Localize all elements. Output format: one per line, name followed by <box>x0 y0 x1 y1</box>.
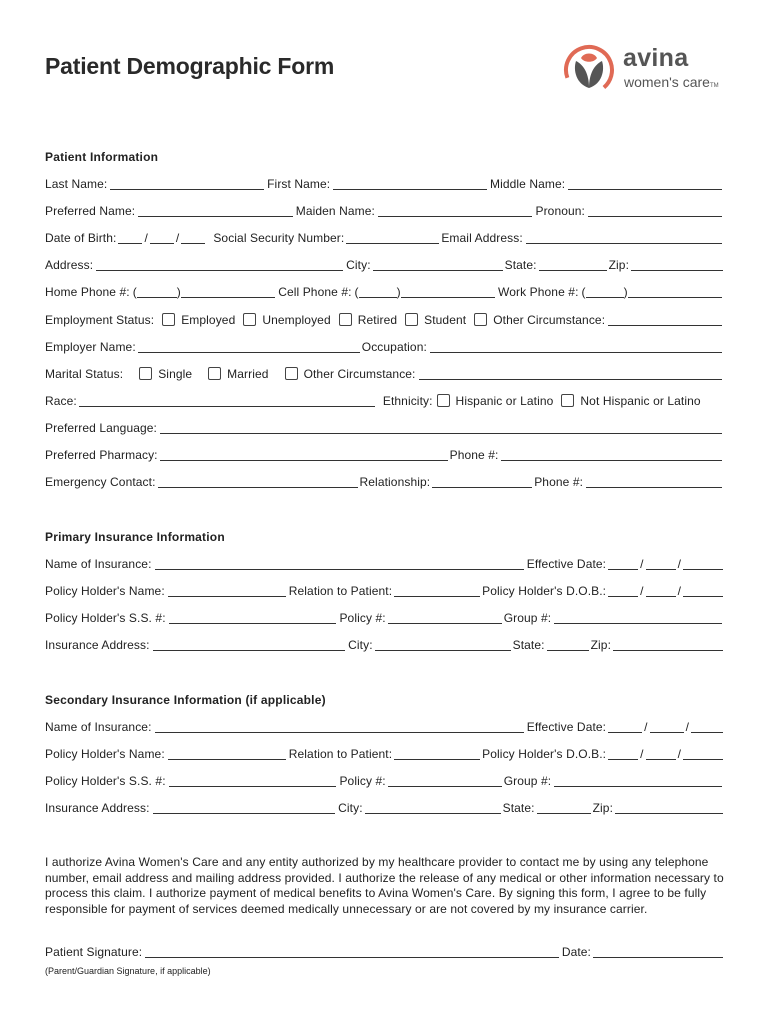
field-label: / <box>640 584 644 598</box>
field-label: Zip: <box>590 638 611 652</box>
field-label: / <box>677 747 681 761</box>
secondary-dob-month-field[interactable] <box>608 747 638 760</box>
field-label: Maiden Name: <box>295 204 375 218</box>
primary-city-field[interactable] <box>375 638 511 651</box>
field-label: First Name: <box>267 177 331 191</box>
ssn-field[interactable] <box>346 231 439 244</box>
field-label: Single <box>158 367 193 381</box>
field-label: Employer Name: <box>45 340 136 354</box>
pharmacy-phone-field[interactable] <box>501 448 722 461</box>
field-label: Name of Insurance: <box>45 720 152 734</box>
field-label: / <box>144 231 148 245</box>
row-secondary-policy-numbers <box>45 771 725 789</box>
row-address <box>45 255 725 273</box>
row-signature <box>45 942 725 960</box>
field-label: Phone #: <box>534 475 584 489</box>
field-label: Retired <box>357 313 398 327</box>
field-label: State: <box>504 258 537 272</box>
row-secondary-policy-holder <box>45 744 725 762</box>
field-label: Employed <box>181 313 236 327</box>
field-label: Emergency Contact: <box>45 475 156 489</box>
employed-checkbox[interactable] <box>162 313 175 326</box>
hispanic-checkbox[interactable] <box>437 394 450 407</box>
row-pharmacy <box>45 445 725 463</box>
unemployed-checkbox[interactable] <box>243 313 256 326</box>
row-emergency <box>45 472 725 490</box>
row-marital-status <box>45 364 725 382</box>
middle-name-field[interactable] <box>568 177 722 190</box>
field-label: Work Phone #: <box>498 285 579 299</box>
zip-field[interactable] <box>631 258 723 271</box>
preferred-name-field[interactable] <box>138 204 293 217</box>
field-label: / <box>677 584 681 598</box>
row-primary-policy-holder <box>45 581 725 599</box>
primary-effective-month-field[interactable] <box>608 557 638 570</box>
email-field[interactable] <box>526 231 722 244</box>
field-label: Not Hispanic or Latino <box>580 394 701 408</box>
cell-phone-area-field[interactable] <box>359 285 397 298</box>
field-label: City: <box>346 258 371 272</box>
cell-phone-field[interactable] <box>401 285 495 298</box>
guardian-note: (Parent/Guardian Signature, if applicable) <box>45 966 211 976</box>
home-phone-area-field[interactable] <box>137 285 177 298</box>
field-label: Policy Holder's Name: <box>45 747 165 761</box>
field-label: Marital Status: <box>45 367 124 381</box>
field-label: Preferred Name: <box>45 204 136 218</box>
field-label: Effective Date: <box>526 557 607 571</box>
field-label: ) <box>396 285 401 299</box>
field-label: Married <box>227 367 269 381</box>
field-label: Group #: <box>503 611 552 625</box>
primary-effective-year-field[interactable] <box>683 557 723 570</box>
field-label: Social Security Number: <box>213 231 345 245</box>
preferred-pharmacy-field[interactable] <box>160 448 448 461</box>
emergency-phone-field[interactable] <box>586 475 722 488</box>
primary-dob-year-field[interactable] <box>683 584 723 597</box>
maiden-name-field[interactable] <box>378 204 533 217</box>
field-label: Occupation: <box>361 340 427 354</box>
field-label: Group #: <box>503 774 552 788</box>
secondary-state-field[interactable] <box>537 801 591 814</box>
primary-relation-field[interactable] <box>394 584 480 597</box>
pronoun-field[interactable] <box>588 204 722 217</box>
field-label: Preferred Pharmacy: <box>45 448 158 462</box>
occupation-field[interactable] <box>430 340 722 353</box>
field-label: Race: <box>45 394 77 408</box>
field-label: Policy Holder's S.S. #: <box>45 774 166 788</box>
dob-month-field[interactable] <box>118 231 142 244</box>
field-label: Home Phone #: <box>45 285 130 299</box>
row-primary-policy-numbers <box>45 608 725 626</box>
field-label: Policy Holder's Name: <box>45 584 165 598</box>
secondary-effective-year-field[interactable] <box>691 720 723 733</box>
field-label: / <box>640 747 644 761</box>
first-name-field[interactable] <box>333 177 487 190</box>
field-label: Policy Holder's D.O.B.: <box>482 584 607 598</box>
single-checkbox[interactable] <box>139 367 152 380</box>
field-label: ( <box>354 285 359 299</box>
dob-year-field[interactable] <box>181 231 205 244</box>
primary-ss-field[interactable] <box>169 611 337 624</box>
field-label: Unemployed <box>262 313 331 327</box>
primary-insurance-address-field[interactable] <box>153 638 346 651</box>
student-checkbox[interactable] <box>405 313 418 326</box>
secondary-policy-number-field[interactable] <box>388 774 502 787</box>
employment-other-checkbox[interactable] <box>474 313 487 326</box>
primary-insurance-name-field[interactable] <box>155 557 524 570</box>
field-label: / <box>677 557 681 571</box>
secondary-policy-holder-name-field[interactable] <box>168 747 286 760</box>
field-label: ( <box>132 285 137 299</box>
logo-brand-text: avina <box>623 44 689 72</box>
row-employment-status <box>45 310 725 328</box>
primary-effective-day-field[interactable] <box>646 557 676 570</box>
retired-checkbox[interactable] <box>339 313 352 326</box>
secondary-insurance-address-field[interactable] <box>153 801 336 814</box>
row-preferred-names <box>45 201 725 219</box>
field-label: ) <box>176 285 181 299</box>
section-secondary-insurance: Secondary Insurance Information (if applicable) <box>45 693 326 707</box>
home-phone-field[interactable] <box>181 285 275 298</box>
field-label: Policy Holder's S.S. #: <box>45 611 166 625</box>
row-race-ethnicity <box>45 391 725 409</box>
field-label: Policy #: <box>339 774 386 788</box>
row-secondary-insurance-name <box>45 717 725 735</box>
work-phone-field[interactable] <box>628 285 722 298</box>
secondary-relation-field[interactable] <box>394 747 480 760</box>
field-label: Middle Name: <box>490 177 566 191</box>
dob-day-field[interactable] <box>150 231 174 244</box>
field-label: Relation to Patient: <box>288 584 393 598</box>
field-label: Email Address: <box>441 231 523 245</box>
field-label: Address: <box>45 258 94 272</box>
field-label: Other Circumstance: <box>303 367 416 381</box>
page-title: Patient Demographic Form <box>45 53 335 79</box>
row-dob-ssn-email <box>45 228 725 246</box>
field-label: Cell Phone #: <box>278 285 352 299</box>
field-label: Phone #: <box>449 448 499 462</box>
authorization-text: I authorize Avina Women's Care and any entity authorized by my healthcare provider to contact me by using any telephone number, email address and mailing address provided. I authorize the release of any medical or other information necessary to process this claim. I authorize payment of medical benefits to Avina Women's Care. By signing this form, I agree to be fully responsible for payment of services deemed medically unnecessary or are not covered by my insurance carrier. <box>45 855 724 916</box>
primary-policy-number-field[interactable] <box>388 611 502 624</box>
employer-name-field[interactable] <box>138 340 360 353</box>
primary-zip-field[interactable] <box>613 638 723 651</box>
secondary-zip-field[interactable] <box>615 801 723 814</box>
row-secondary-address <box>45 798 725 816</box>
field-label: Last Name: <box>45 177 108 191</box>
work-phone-area-field[interactable] <box>586 285 624 298</box>
field-label: Name of Insurance: <box>45 557 152 571</box>
logo-sub-text: women's careTM <box>624 74 719 90</box>
field-label: Employment Status: <box>45 313 155 327</box>
state-field[interactable] <box>539 258 607 271</box>
field-label: Date of Birth: <box>45 231 117 245</box>
field-label: / <box>175 231 180 245</box>
field-label: Insurance Address: <box>45 801 150 815</box>
field-label: Patient Signature: <box>45 945 143 959</box>
field-label: State: <box>502 801 535 815</box>
not-hispanic-checkbox[interactable] <box>561 394 574 407</box>
field-label: Zip: <box>608 258 629 272</box>
secondary-ss-field[interactable] <box>169 774 337 787</box>
secondary-effective-day-field[interactable] <box>650 720 684 733</box>
race-field[interactable] <box>79 394 375 407</box>
row-names <box>45 174 725 192</box>
primary-group-number-field[interactable] <box>554 611 722 624</box>
field-label: Student <box>424 313 467 327</box>
field-label: Policy #: <box>339 611 386 625</box>
field-label: Ethnicity: <box>382 394 433 408</box>
marital-other-field[interactable] <box>419 367 723 380</box>
field-label: Pronoun: <box>535 204 585 218</box>
avina-logo <box>562 44 732 96</box>
lotus-icon <box>562 44 616 96</box>
field-label: Date: <box>561 945 591 959</box>
primary-state-field[interactable] <box>547 638 589 651</box>
section-patient-information: Patient Information <box>45 150 159 164</box>
relationship-field[interactable] <box>432 475 532 488</box>
address-field[interactable] <box>96 258 343 271</box>
field-label: Zip: <box>592 801 613 815</box>
secondary-effective-month-field[interactable] <box>608 720 642 733</box>
field-label: ( <box>581 285 586 299</box>
field-label: City: <box>338 801 363 815</box>
secondary-dob-year-field[interactable] <box>683 747 723 760</box>
secondary-group-number-field[interactable] <box>554 774 722 787</box>
preferred-language-field[interactable] <box>160 421 722 434</box>
row-primary-insurance-name <box>45 554 725 572</box>
marital-other-checkbox[interactable] <box>285 367 298 380</box>
row-phones <box>45 282 725 300</box>
secondary-city-field[interactable] <box>365 801 501 814</box>
signature-date-field[interactable] <box>593 945 723 958</box>
field-label: Other Circumstance: <box>493 313 606 327</box>
row-language <box>45 418 725 436</box>
field-label: City: <box>348 638 373 652</box>
section-primary-insurance: Primary Insurance Information <box>45 530 225 544</box>
field-label: ) <box>623 285 628 299</box>
row-primary-address <box>45 635 725 653</box>
field-label: Policy Holder's D.O.B.: <box>482 747 607 761</box>
married-checkbox[interactable] <box>208 367 221 380</box>
field-label: Effective Date: <box>526 720 607 734</box>
field-label: / <box>640 557 644 571</box>
patient-signature-field[interactable] <box>145 945 559 958</box>
field-label: Relationship: <box>359 475 431 489</box>
last-name-field[interactable] <box>110 177 264 190</box>
employment-other-field[interactable] <box>608 313 722 326</box>
secondary-dob-day-field[interactable] <box>646 747 676 760</box>
secondary-insurance-name-field[interactable] <box>155 720 524 733</box>
primary-dob-day-field[interactable] <box>646 584 676 597</box>
field-label: Hispanic or Latino <box>455 394 554 408</box>
primary-policy-holder-name-field[interactable] <box>168 584 286 597</box>
primary-dob-month-field[interactable] <box>608 584 638 597</box>
field-label: Preferred Language: <box>45 421 157 435</box>
field-label: / <box>685 720 689 734</box>
field-label: Insurance Address: <box>45 638 150 652</box>
field-label: / <box>644 720 648 734</box>
city-field[interactable] <box>373 258 503 271</box>
field-label: Relation to Patient: <box>288 747 393 761</box>
row-employer <box>45 337 725 355</box>
field-label: State: <box>512 638 545 652</box>
emergency-contact-field[interactable] <box>158 475 358 488</box>
